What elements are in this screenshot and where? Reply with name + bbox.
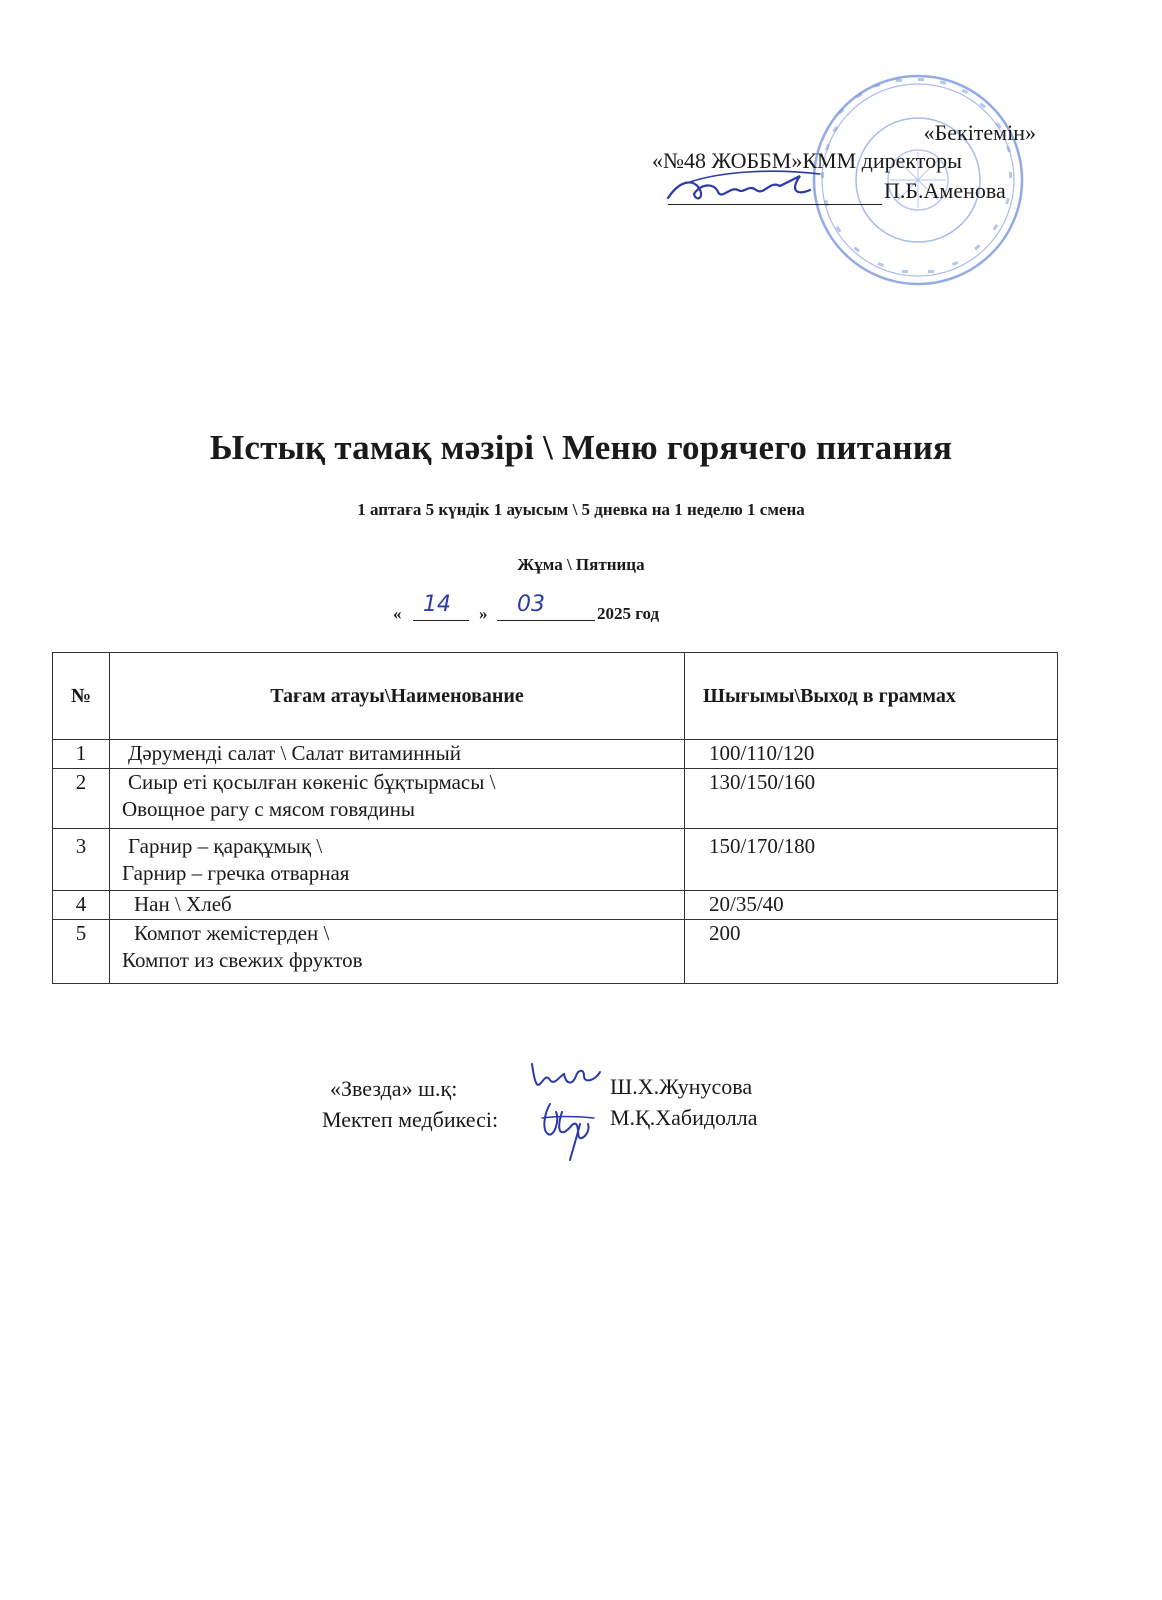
date-year: 2025 год [597,604,660,623]
table-row [53,740,1058,769]
row-output: 100/110/120 [685,740,1058,769]
row-output: 200 [685,920,1058,984]
row-output: 130/150/160 [685,769,1058,829]
row-name [110,769,685,829]
table-row [53,829,1058,891]
row-name [110,891,685,920]
row-num: 2 [53,769,110,829]
row-name [110,829,685,891]
header-name: Тағам атауы\Наименование [110,653,685,740]
page-title: Ыстық тамақ мәзірі \ Меню горячего питания [209,428,953,467]
date-close-quote: » [479,604,488,623]
dish-name-kz: Сиыр еті қосылған көкеніс бұқтырмасы \ [128,770,496,794]
cook-signature [526,1054,606,1094]
row-output: 20/35/40 [685,891,1058,920]
month-underline [497,620,595,621]
approval-heading: «Бекітемін» [923,120,1036,145]
approval-position: «№48 ЖОББМ»КММ директоры [652,148,962,173]
menu-subtitle: 1 аптаға 5 күндік 1 ауысым \ 5 дневка на 1 неделю 1 смена [357,500,805,519]
menu-table [52,652,1058,984]
dish-name-kz: Нан \ Хлеб [134,892,232,916]
day-underline [413,620,469,621]
dish-name-kz: Дәруменді салат \ Салат витаминный [128,741,462,765]
table-row [53,891,1058,920]
dish-name-kz: Гарнир – қарақұмық \ [128,834,323,858]
cook-name: Ш.Х.Жунусова [610,1074,753,1099]
nurse-name: М.Қ.Хабидолла [610,1105,758,1130]
row-num: 1 [53,740,110,769]
director-signature [660,160,840,210]
header-output: Шығымы\Выход в граммах [685,653,1058,740]
dish-name-ru: Овощное рагу с мясом говядины [122,797,415,821]
nurse-signature [536,1094,606,1164]
row-name [110,920,685,984]
cook-label: «Звезда» ш.қ: [330,1076,458,1101]
weekday: Жұма \ Пятница [517,555,645,574]
row-name [110,740,685,769]
row-num: 3 [53,829,110,891]
director-name: П.Б.Аменова [884,178,1006,203]
dish-name-kz: Компот жемістерден \ [134,921,330,945]
row-output: 150/170/180 [685,829,1058,891]
date-open-quote: « [393,604,402,623]
table-row [53,769,1058,829]
row-num: 4 [53,891,110,920]
date-day: 14 [423,592,451,617]
nurse-label: Мектеп медбикесі: [322,1107,499,1132]
table-row [53,920,1058,984]
header-num: № [53,653,110,740]
dish-name-ru: Компот из свежих фруктов [122,948,363,972]
table-header-row [53,653,1058,740]
dish-name-ru: Гарнир – гречка отварная [122,861,350,885]
row-num: 5 [53,920,110,984]
date-month: 03 [517,592,545,617]
